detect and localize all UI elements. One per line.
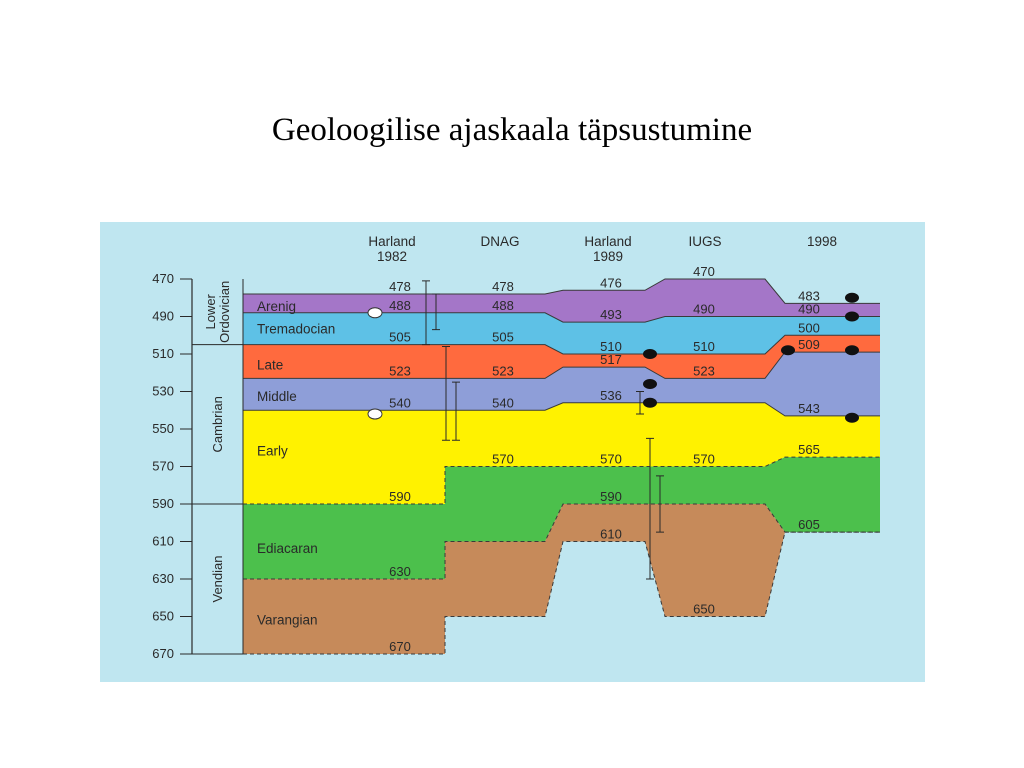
filled-marker [643,349,657,359]
boundary-label-dnag: 505 [492,329,514,345]
column-header-dnag: DNAG [480,234,520,249]
y-tick-label-510: 510 [152,346,174,361]
boundary-label-y1998: 509 [798,337,820,353]
period-label-line: Cambrian [210,396,226,453]
boundary-label-harland1989: 610 [600,526,622,542]
boundary-label-harland1982: 670 [389,639,411,654]
y-tick-label-650: 650 [152,608,174,624]
filled-marker [845,312,859,322]
column-header-y1998: 1998 [806,234,838,249]
period-label-line: Lower [202,294,218,330]
filled-marker [643,379,657,389]
boundary-label-iugs: 470 [693,264,715,279]
boundary-label-harland1989: 570 [600,451,622,467]
y-tick-label-550: 550 [152,421,174,436]
boundary-label-harland1982: 505 [389,329,411,345]
chart-svg [100,222,925,682]
boundary-label-dnag: 488 [492,297,514,313]
open-marker [368,308,382,318]
y-tick-label-670: 670 [152,646,174,661]
band-label-early: Early [257,443,288,459]
band-label-tremadocian: Tremadocian [257,321,336,337]
boundary-label-y1998: 483 [798,288,820,304]
boundary-label-y1998: 500 [798,320,820,336]
boundary-label-harland1989: 476 [600,275,622,291]
column-header-harland1982: Harland [368,234,416,249]
slide-title: Geoloogilise ajaskaala täpsustumine [271,112,753,148]
boundary-label-y1998: 565 [798,442,820,458]
open-marker [368,409,382,419]
boundary-label-dnag: 523 [492,363,514,379]
band-label-arenig: Arenig [257,299,297,315]
period-label-line: Ordovician [217,280,233,343]
boundary-label-y1998: 605 [798,517,820,533]
filled-marker [781,345,795,355]
y-tick-label-610: 610 [152,533,174,549]
boundary-label-dnag: 570 [492,451,514,467]
boundary-label-iugs: 510 [693,339,715,354]
column-header-harland1989: 1989 [592,249,624,264]
y-tick-label-590: 590 [152,496,174,511]
band-label-late: Late [257,357,284,373]
boundary-label-harland1982: 630 [389,564,411,579]
y-tick-label-490: 490 [152,308,174,324]
boundary-label-harland1982: 540 [389,395,411,411]
filled-marker [845,413,859,423]
boundary-label-harland1989: 510 [600,339,622,354]
boundary-label-dnag: 540 [492,395,514,411]
filled-marker [643,398,657,408]
boundary-label-harland1982: 488 [389,297,411,313]
boundary-label-harland1982: 478 [389,279,411,294]
boundary-label-iugs: 523 [693,363,715,379]
filled-marker [845,293,859,303]
boundary-label-iugs: 490 [693,301,715,317]
boundary-label-iugs: 650 [693,601,715,617]
boundary-label-y1998: 490 [798,301,820,317]
boundary-label-harland1982: 523 [389,363,411,379]
y-tick-label-570: 570 [152,458,174,474]
boundary-label-iugs: 570 [693,451,715,467]
boundary-label-harland1982: 590 [389,489,411,504]
boundary-label-harland1989: 536 [600,387,622,403]
period-label-2 [210,556,225,603]
band-label-middle: Middle [257,389,297,405]
column-header-harland1989: Harland [584,234,632,249]
boundary-label-harland1989: 590 [600,489,622,504]
boundary-label-dnag: 478 [492,279,514,294]
y-tick-label-530: 530 [152,383,174,399]
boundary-label-y1998: 543 [798,400,820,416]
period-label-1 [210,396,225,452]
band-label-ediacaran: Ediacaran [257,541,318,556]
geologic-timescale-chart [100,222,925,682]
column-header-iugs: IUGS [688,234,722,249]
y-tick-label-630: 630 [152,571,174,586]
filled-marker [845,345,859,355]
boundary-label-harland1989: 517 [600,352,622,368]
period-label-line: Vendian [210,555,226,603]
boundary-label-harland1989: 493 [600,307,622,323]
column-header-harland1982: 1982 [376,249,408,264]
y-tick-label-470: 470 [152,271,174,286]
band-label-varangian: Varangian [257,612,318,628]
